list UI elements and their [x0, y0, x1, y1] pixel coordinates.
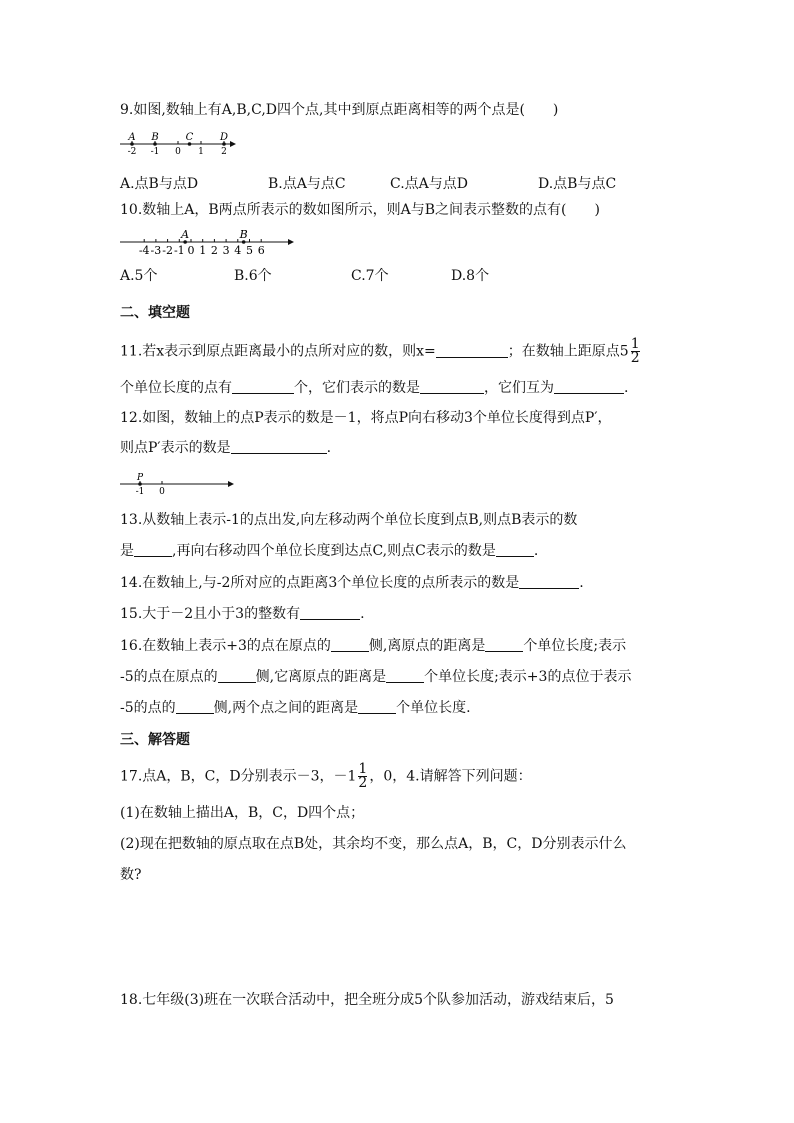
q15-blank — [300, 605, 360, 620]
q9-option-d: D.点B与点C — [538, 176, 617, 192]
q17-part2-line1: (2)现在把数轴的原点取在点B处，其余均不变，那么点A，B，C，D分别表示什么 — [120, 836, 627, 852]
axis-tick-label: 4 — [234, 244, 242, 257]
axis-tick-label: 2 — [221, 147, 227, 157]
q11-text: ，它们互为 — [484, 380, 554, 396]
axis-tick-label: 0 — [187, 244, 195, 257]
axis-tick-label: -2 — [162, 244, 173, 257]
q9-option-b: B.点A与点C — [268, 176, 346, 192]
axis-tick-label: -3 — [150, 244, 162, 257]
q16-text: -5的点在原点的 — [120, 669, 218, 685]
axis-point-label: D — [219, 132, 229, 143]
q10-number-line — [118, 228, 298, 258]
q11-text: 个单位长度的点有 — [120, 380, 232, 396]
axis-tick-label: -1 — [173, 244, 185, 257]
fraction-denominator: 2 — [358, 775, 368, 791]
q12-text: 则点P′表示的数是 — [120, 440, 231, 456]
q9-stem: 9.如图,数轴上有A,B,C,D四个点,其中到原点距离相等的两个点是( ) — [120, 102, 559, 118]
axis-point-label: A — [181, 228, 190, 241]
axis-tick-label: 0 — [159, 487, 165, 497]
axis-tick-label: 6 — [257, 244, 265, 257]
q11-fraction — [631, 338, 640, 365]
q15-line — [120, 604, 365, 624]
q18-line1: 18.七年级(3)班在一次联合活动中，把全班分成5个队参加活动，游戏结束后，5 — [120, 992, 614, 1008]
q16-blank — [218, 668, 256, 683]
axis-arrow — [230, 141, 236, 147]
axis-arrow — [288, 239, 294, 245]
axis-tick-label: 1 — [198, 147, 204, 157]
q16-text: 个单位长度;表示+3的点位于表示 — [424, 669, 632, 685]
q17-fraction — [358, 763, 367, 790]
axis-tick-label: -2 — [127, 147, 137, 157]
axis-arrow — [228, 481, 234, 487]
axis-tick-label: -1 — [150, 147, 160, 157]
q16-text: 16.在数轴上表示+3的点在原点的 — [120, 638, 331, 654]
axis-tick-label: 3 — [222, 244, 230, 257]
q11-text: . — [624, 380, 629, 396]
axis-tick-label: 1 — [199, 244, 207, 257]
axis-tick-label: 0 — [175, 147, 181, 157]
q10-option-a: A.5个 — [120, 268, 158, 284]
q16-text: 个单位长度. — [396, 700, 471, 716]
q13-text: . — [533, 543, 539, 559]
q16-text: 个单位长度;表示 — [523, 638, 627, 654]
q16-blank — [331, 637, 369, 652]
q16-text: 侧,两个点之间的距离是 — [213, 700, 359, 716]
q11-blank-count — [232, 379, 294, 394]
q17-text: 17.点A，B，C，D分别表示－3，－1 — [120, 768, 357, 785]
axis-tick-label: 2 — [210, 244, 218, 257]
q10-option-b: B.6个 — [234, 268, 272, 284]
section-heading-answer: 三、解答题 — [120, 732, 190, 748]
q9-option-a: A.点B与点D — [120, 176, 199, 192]
q14-blank — [519, 574, 579, 589]
q12-number-line — [118, 470, 238, 500]
q13-blank-c — [496, 542, 534, 557]
q17-part1: (1)在数轴上描出A，B，C，D四个点； — [120, 805, 365, 821]
q13-line2 — [120, 541, 538, 561]
q10-option-d: D.8个 — [451, 268, 490, 284]
q11-blank-relation — [554, 379, 624, 394]
q16-blank — [386, 668, 424, 683]
q13-line1: 13.从数轴上表示-1的点出发,向左移动两个单位长度到点B,则点B表示的数 — [120, 512, 578, 528]
q16-blank — [358, 699, 396, 714]
q15-text: 15.大于－2且小于3的整数有 — [120, 606, 301, 622]
q11-blank-numbers — [420, 379, 484, 394]
q12-text: . — [326, 440, 332, 456]
q16-line2 — [120, 667, 631, 687]
q13-text: ,再向右移动四个单位长度到达点C,则点C表示的数是 — [172, 543, 496, 559]
section-heading-fill-blank: 二、填空题 — [120, 305, 190, 321]
q13-text: 是 — [120, 543, 134, 559]
q12-line2 — [120, 438, 331, 458]
q10-stem: 10.数轴上A，B两点所表示的数如图所示，则A与B之间表示整数的点有( ) — [120, 202, 600, 218]
q14-text: . — [579, 575, 584, 591]
q17-part2-line2: 数? — [120, 867, 142, 883]
axis-point-label: A — [128, 132, 136, 143]
q15-text: . — [360, 606, 365, 622]
q17-text: ，0，4.请解答下列问题： — [369, 768, 532, 785]
q11-line2 — [120, 378, 628, 398]
q14-text: 14.在数轴上,与-2所对应的点距离3个单位长度的点所表示的数是 — [120, 575, 520, 591]
q16-text: 侧,它离原点的距离是 — [255, 669, 387, 685]
fraction-numerator: 1 — [630, 336, 640, 352]
axis-point-label: C — [185, 132, 194, 143]
axis-point-label: B — [151, 132, 159, 143]
q11-line1 — [120, 338, 642, 365]
q13-blank-b — [134, 542, 172, 557]
axis-tick-label: 5 — [246, 244, 253, 257]
fraction-numerator: 1 — [358, 761, 368, 777]
q11-text: ；在数轴上距原点5 — [507, 343, 629, 360]
axis-point-label: P — [136, 473, 144, 483]
q9-number-line — [118, 130, 248, 160]
q14-line — [120, 573, 584, 593]
q12-blank — [231, 439, 327, 454]
q10-option-c: C.7个 — [351, 268, 389, 284]
q17-line1 — [120, 763, 532, 790]
fraction-denominator: 2 — [630, 350, 640, 366]
q11-text: 11.若x表示到原点距离最小的点所对应的数，则x= — [120, 343, 436, 360]
axis-tick-label: -4 — [138, 244, 150, 257]
axis-point-label: B — [239, 228, 248, 241]
q12-line1: 12.如图，数轴上的点P表示的数是－1，将点P向右移动3个单位长度得到点P′， — [120, 410, 612, 426]
q11-blank-x — [436, 343, 508, 358]
q16-line3 — [120, 698, 471, 718]
q11-text: 个，它们表示的数是 — [294, 380, 420, 396]
q16-blank — [485, 637, 523, 652]
axis-tick-label: -1 — [135, 487, 145, 497]
q9-option-c: C.点A与点D — [390, 176, 468, 192]
q16-line1 — [120, 636, 626, 656]
q16-text: 侧,离原点的距离是 — [368, 638, 486, 654]
q16-text: -5的点的 — [120, 700, 176, 716]
q16-blank — [176, 699, 214, 714]
